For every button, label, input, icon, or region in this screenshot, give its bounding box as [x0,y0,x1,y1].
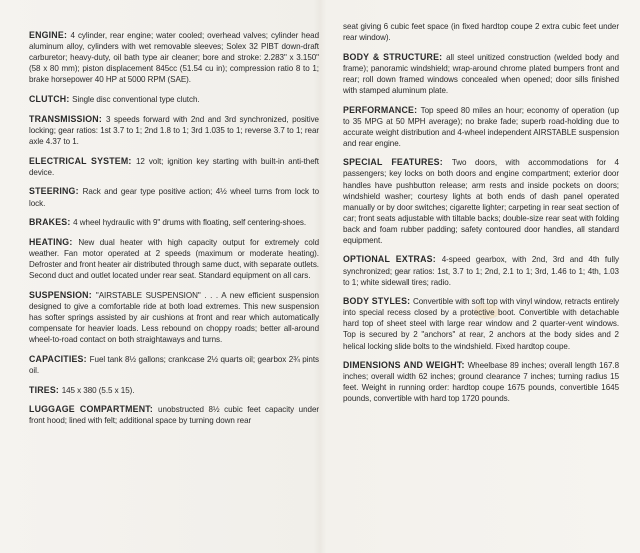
spec-entry-tires: TIRES: 145 x 380 (5.5 x 15). [29,384,135,395]
spec-heading: OPTIONAL EXTRAS [343,254,433,265]
spec-text: Wheelbase 89 inches; overall length 167.8 inches; overall width 62 inches; ground clearance 7 inches; turning radius 15 feet. Weight in running order: hardtop coupe 1675 pounds, convertible 1645 pounds, convertible with hard top 1720 pounds. [343,360,619,404]
left-column [29,30,319,435]
spec-text: Two doors, with accommodations for 4 passengers; key locks on both doors and engine compartment; exterior door handles have pushbutton release; arm rests and inside pockets on doors; windshield washer; courtesy lights at both ends of dash panel operated manually or by door switches; cigarette lighter; carpeting in rear seat section of car; front seats adjustable with tiltable backs; double-size rear seat with folding back and foam rubber padding; safety contoured door handles, all standard equipment. [343,158,619,245]
spec-text: "AIRSTABLE SUSPENSION" . . . A new efficient suspension designed to give a comfortable ride at both load extremes. This new suspension has softer springs assisted by air cushions at front and rear which automatically compensate for heavier loads. Less rebound on choppy roads; better all-around wheel-to-road contact on both straightaways and turns. [29,290,319,345]
spec-text: 4 wheel hydraulic with 9" drums with floating, self centering-shoes. [73,218,307,228]
spec-entry-brakes: BRAKES: 4 wheel hydraulic with 9" drums with floating, self centering-shoes. [29,217,307,228]
spec-text: Top speed 80 miles an hour; economy of operation (up to 35 MPG at 50 MPH average); no brake fade; superb road-holding due to accurate weight distribution and 4-wheel independent AIRSTABLE suspension and rear engine. [343,105,619,148]
spec-heading: TIRES [29,384,56,395]
spec-text: Single disc conventional type clutch. [72,95,200,105]
spec-text: 4 cylinder, rear engine; water cooled; overhead valves; cylinder head aluminum alloy, cylinders with wet removable sleeves; Solex 32 PIBT down-draft carburetor; heavy-duty, oil bath type air cleaner; bore and stroke: 2.283" x 3.150" (58 x 80 mm); piston displacement 845cc (51.54 cu in); compression ratio 8 to 1; brake horsepower 40 HP at 5000 RPM (SAE). [29,31,320,85]
spec-text: 12 volt; ignition key starting with built-in anti-theft device. [29,156,319,177]
spec-heading: BODY STYLES [343,296,408,307]
spec-heading: BODY & STRUCTURE [343,51,440,62]
spec-entry-electrical: ELECTRICAL SYSTEM: 12 volt; ignition key starting with built-in anti-theft device. [29,155,319,177]
spec-heading: LUGGAGE COMPARTMENT [29,404,150,415]
spec-heading: SUSPENSION [29,289,89,300]
right-column [343,21,619,413]
spec-text: Convertible with soft top with vinyl window, retracts entirely into special recess closed by a protective boot. Convertible with detachable hard top of sheet steel with large rear window and 2 quarter-vent windows. Top is secured by 2 "anchors" at rear, 2 anchors at the body sides and 2 helical locking slide bolts to the windshield. Fixed hardtop coupe. [343,297,619,351]
spec-text: 3 speeds forward with 2nd and 3rd synchronized, positive locking; gear ratios: 1st 3.7 to 1; 2nd 1.8 to 1; 3rd 1.035 to 1; reverse 3.7 to 1; rear axle 4.37 to 1. [29,114,319,146]
spec-text: Rack and gear type positive action; 4½ wheel turns from lock to lock. [29,187,319,208]
spec-entry-clutch: CLUTCH: Single disc conventional type clutch. [29,94,200,105]
spec-text: 145 x 380 (5.5 x 15). [61,385,135,395]
spec-heading: SPECIAL FEATURES [343,157,440,168]
spec-text: New dual heater with high capacity output for extremely cold weather. Fan motor operated at 2 speeds (maximum or moderate heating). Defroster and front heater air distributed through same duct, with separate outlets. Second duct and outlet located under rear seat. Standard equipment on all cars. [29,237,319,281]
spec-entry-heating: HEATING: New dual heater with high capacity output for extremely cold weather. Fan motor operated at 2 speeds (maximum or moderate heating). Defroster and front heater air distributed through same duct, with separate outlets. Second duct and outlet located under rear seat. Standard equipment on all cars. [29,236,319,281]
spec-entry-luggage: LUGGAGE COMPARTMENT: unobstructed 8½ cubic feet capacity under front hood; lined with felt; additional space by turning down rear [29,404,320,426]
spec-entry-performance: PERFORMANCE: Top speed 80 miles an hour; economy of operation (up to 35 MPG at 50 MPH average); no brake fade; superb road-holding due to accurate weight distribution and 4-wheel independent AIRSTABLE suspension and rear engine. [343,104,619,148]
spec-text: unobstructed 8½ cubic feet capacity under front hood; lined with felt; additional space by turning down rear [29,405,320,426]
spec-entry-dimensions-weight: DIMENSIONS AND WEIGHT: Wheelbase 89 inches; overall length 167.8 inches; overall width 62 inches; ground clearance 7 inches; turning radius 15 feet. Weight in running order: hardtop coupe 1675 pounds, convertible 1645 pounds, convertible with hard top 1720 pounds. [343,359,619,404]
spec-entry-engine: ENGINE: 4 cylinder, rear engine; water cooled; overhead valves; cylinder head aluminum alloy, cylinders with wet removable sleeves; Solex 32 PIBT down-draft carburetor; heavy-duty, oil bath type air cleaner; bore and stroke: 2.283" x 3.150" (58 x 80 mm); piston displacement 845cc (51.54 cu in); compression ratio 8 to 1; brake horsepower 40 HP at 5000 RPM (SAE). [29,30,320,85]
spec-text: Fuel tank 8½ gallons; crankcase 2½ quarts oil; gearbox 2¾ pints oil. [29,354,319,375]
spec-heading: PERFORMANCE [343,104,415,115]
spec-entry-optional-extras: OPTIONAL EXTRAS: 4-speed gearbox, with 2nd, 3rd and 4th fully synchronized; gear ratios: 1st, 3.7 to 1; 2nd, 2.1 to 1; 3rd, 1.46 to 1; 4th, 1.03 to 1; white sidewall tires; radio. [343,254,619,287]
spec-entry-body-structure: BODY & STRUCTURE: all steel unitized construction (welded body and frame); panoramic windshield; wrap-around chrome plated bumpers front and rear; roll down framed windows concealed when opened; door sills finished with stamped aluminum plate. [343,51,619,96]
spec-heading: HEATING [29,236,70,247]
spec-entry-body-styles: BODY STYLES: Convertible with soft top with vinyl window, retracts entirely into special recess closed by a protective boot. Convertible with detachable hard top of sheet steel with large rear window and 2 quarter-vent windows. Top is secured by 2 "anchors" at rear, 2 anchors at the body sides and 2 helical locking slide bolts to the windshield. Fixed hardtop coupe. [343,296,619,351]
spec-heading: CAPACITIES [29,353,84,364]
spec-heading: CLUTCH [29,94,67,105]
spec-heading: ENGINE [29,30,64,40]
spec-heading: STEERING [29,186,76,197]
spec-text: all steel unitized construction (welded body and frame); panoramic windshield; wrap-around chrome plated bumpers front and rear; roll down framed windows concealed when opened; door sills finished with stamped aluminum plate. [343,52,619,96]
spec-entry-suspension: SUSPENSION: "AIRSTABLE SUSPENSION" . . . A new efficient suspension designed to give a comfortable ride at both load extremes. This new suspension has softer springs assisted by air cushions at front and rear which automatically compensate for heavier loads. Less rebound on choppy roads; better all-around wheel-to-road contact on both straightaways and turns. [29,289,319,345]
spec-text: 4-speed gearbox, with 2nd, 3rd and 4th fully synchronized; gear ratios: 1st, 3.7 to 1; 2nd, 2.1 to 1; 3rd, 1.46 to 1; 4th, 1.03 to 1; white sidewall tires; radio. [343,255,619,287]
spec-heading: ELECTRICAL SYSTEM [29,155,129,166]
spec-entry-special-features: SPECIAL FEATURES: Two doors, with accommodations for 4 passengers; key locks on both doors and engine compartment; exterior door handles have pushbutton release; arm rests and inside pockets on doors; windshield washer; courtesy lights at both ends of dash panel operated manually or by door switches; cigarette lighter; carpeting in rear seat section of car; front seats adjustable with tiltable backs; double-size rear seat with folding back and foam rubber padding; safety contoured door handles, all standard equipment. [343,157,619,245]
spec-heading: DIMENSIONS AND WEIGHT [343,359,462,370]
spec-heading: BRAKES [29,217,68,228]
spec-entry-steering: STEERING: Rack and gear type positive action; 4½ wheel turns from lock to lock. [29,186,319,208]
spec-entry-capacities: CAPACITIES: Fuel tank 8½ gallons; crankcase 2½ quarts oil; gearbox 2¾ pints oil. [29,353,319,375]
spec-entry-transmission: TRANSMISSION: 3 speeds forward with 2nd and 3rd synchronized, positive locking; gear ratios: 1st 3.7 to 1; 2nd 1.8 to 1; 3rd 1.035 to 1; reverse 3.7 to 1; rear axle 4.37 to 1. [29,113,319,146]
spec-heading: TRANSMISSION [29,113,99,124]
luggage-continuation: seat giving 6 cubic feet space (in fixed hardtop coupe 2 extra cubic feet under rear window). [343,22,619,43]
